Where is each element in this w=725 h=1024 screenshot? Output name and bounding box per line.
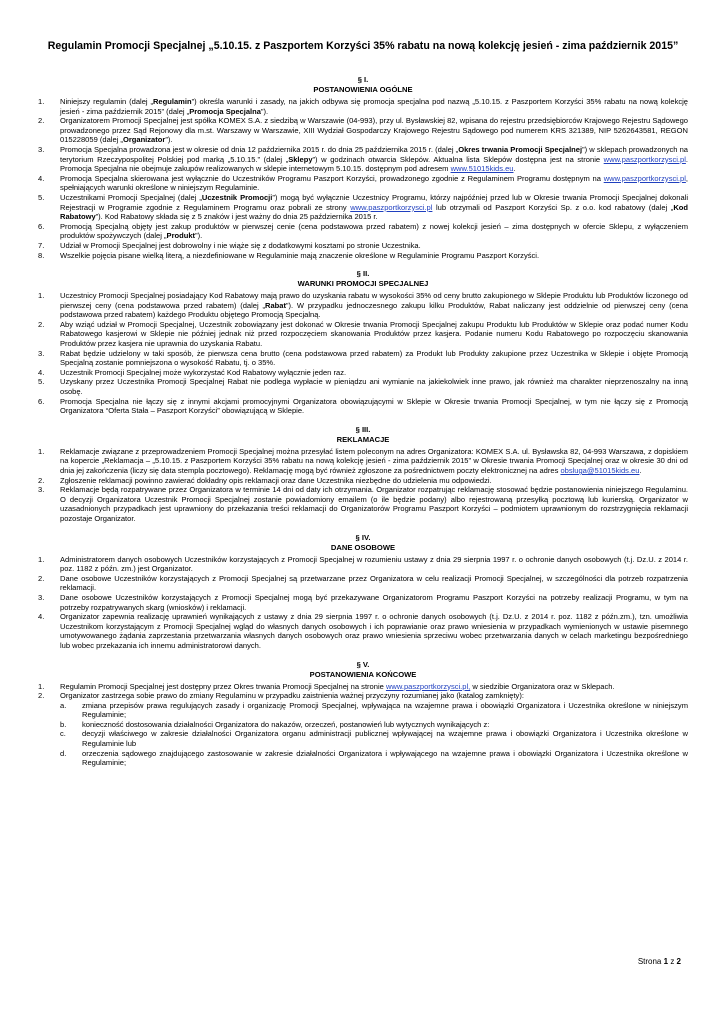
list-item: 1. Regulamin Promocji Specjalnej jest dostępny przez Okres trwania Promocji Specjalnej na stronie www.paszportkorzysci.pl, w siedzibie Organizatora oraz w Sklepach. — [38, 681, 615, 691]
section-3 — [38, 425, 688, 524]
list-item: 2. Organizator zastrzega sobie prawo do zmiany Regulaminu w przypadku zaistnienia ważnej przyczyny rozumianej jako (katalog zamknięty): a. zmiana przepisów prawa regulujących zasady i organizację Promocji Specjalnej, wpływająca na wzajemne prawa i obowiązki Organizatora i Uczestnika określone w niniejszym Regulaminie; b. konieczność dostosowania działalności Organizatora do nakazów, orzeczeń, postanowień lub wytycznych wynikających z: c. decyzji właściwego w zakresie działalności Organizatora organu administracji publicznej wpływającej na wzajemne prawa i obowiązki Organizatora i Uczestnika określone w Regulaminie lub d. orzeczenia sądowego znajdującego zastosowanie w zakresie działalności Organizatora i wpływającego na wzajemne prawa i obowiązki Organizatora i Uczestnika określone w Regulaminie; — [38, 691, 688, 768]
section-2 — [38, 269, 688, 416]
email-link[interactable]: obsluga@51015kids.eu — [560, 466, 640, 475]
paszport-link[interactable]: www.paszportkorzysci.pl — [603, 173, 686, 183]
list-item: 5. Uzyskany przez Uczestnika Promocji Specjalnej Rabat nie podlega wypłacie w pieniądzu ani wymianie na jakiekolwiek inne prawo, jak również ma charakter nieprzenoszalny na inną osobę. — [38, 377, 688, 397]
paszport-link[interactable]: www.paszportkorzysci.pl, — [385, 681, 471, 691]
section-number: § IV. — [355, 532, 371, 542]
sub-list-item: a. zmiana przepisów prawa regulujących zasady i organizację Promocji Specjalnej, wpływająca na wzajemne prawa i obowiązki Organizatora i Uczestnika określone w niniejszym Regulaminie; — [60, 700, 688, 720]
section-number: § II. — [356, 269, 370, 279]
sub-list-item: d. orzeczenia sądowego znajdującego zastosowanie w zakresie działalności Organizatora i wpływającego na wzajemne prawa i obowiązki Organizatora i Uczestnika określone w Regulaminie; — [60, 748, 688, 768]
list-item: 2. Dane osobowe Uczestników korzystających z Promocji Specjalnej są przetwarzane przez Organizatora w celu realizacji Promocji Specjalnej, w szczególności dla potrzeb rozpatrzenia reklamacji. — [38, 573, 688, 593]
section-heading: WARUNKI PROMOCJI SPECJALNEJ — [297, 279, 429, 289]
list-item: 3. Dane osobowe Uczestników korzystających z Promocji Specjalnej mogą być przekazywane Organizatorom Programu Paszport Korzyści na potrzeby realizacji Programu, w tym na potrzeby rozpatrywanych skarg (wniosków) i reklamacji. — [38, 592, 688, 612]
section-4 — [38, 533, 688, 651]
list-item: 1. Reklamacje związane z przeprowadzeniem Promocji Specjalnej można przesyłać listem poleconym na adres Organizatora: KOMEX S.A. ul. Bysławska 82, 04-993 Warszawa, z dopiskiem na kopercie „Reklamacja – „5.10.15. z Paszportem Korzyści 35% rabatu na nową kolekcję jesień - zima październik 2015” w Okresie trwania Promocji Specjalnej oraz w okresie 30 dni od dnia jej zakończenia (liczy się data stempla pocztowego). Reklamację mogą być również zgłoszone za pośrednictwem poczty elektronicznej na adres obsluga@51015kids.eu. — [38, 446, 688, 475]
list-item: 1. Niniejszy regulamin (dalej „Regulamin”) określa warunki i zasady, na jakich odbywa się promocja specjalna pod nazwą „5.10.15. z Paszportem Korzyści 35% rabatu na nową kolekcję jesień - zima październik 2015” (dalej „Promocja Specjalna”). — [38, 97, 688, 116]
kids-shop-link[interactable]: www.51015kids.eu — [450, 164, 514, 174]
section-5 — [38, 660, 688, 768]
section-heading: DANE OSOBOWE — [330, 542, 396, 552]
section-number: § III. — [355, 424, 371, 434]
section-1 — [38, 75, 688, 260]
list-item: 4. Uczestnik Promocji Specjalnej może wykorzystać Kod Rabatowy wyłącznie jeden raz. — [38, 367, 347, 377]
section-heading: REKLAMACJE — [336, 434, 390, 444]
list-item: 4. Organizator zapewnia realizację uprawnień wynikających z ustawy z dnia 29 sierpnia 1997 r. o ochronie danych osobowych (t.j. Dz.U. z 2014 r. poz. 1182 z późn.zm.), tzn. umożliwia Uczestnikom korzystającym z Promocji Specjalnej wgląd do własnych danych osobowych i ich poprawianie oraz prawo wniesienia w przypadkach wymienionych w ustawie pisemnego umotywowanego żądania zaprzestania przetwarzania własnych danych osobowych oraz prawo wniesienia sprzeciwu wobec przetwarzania danych w celach marketingu bezpośredniego lub wobec przekazania ich innemu administratorowi danych. — [38, 612, 688, 650]
list-item: 8. Wszelkie pojęcia pisane wielką literą, a niezdefiniowane w Regulaminie mają znaczenie określone w Regulaminie Programu Paszport Korzyści. — [38, 250, 540, 260]
section-heading: POSTANOWIENIA KOŃCOWE — [309, 669, 417, 679]
paszport-link[interactable]: www.paszportkorzysci.pl — [350, 202, 433, 212]
list-item: 6. Promocją Specjalną objęty jest zakup produktów w pierwszej cenie (cena podstawowa przed rabatem) z nowej kolekcji jesień – zima dostępnych w ofercie Sklepu, z wyłączeniem produktów spożywczych (dalej „Produkt”). — [38, 221, 688, 241]
list-item: 6. Promocja Specjalna nie łączy się z innymi akcjami promocyjnymi Organizatora obowiązującymi w Sklepie w Okresie trwania Promocji Specjalnej, w tym nie łączy się z Promocją Organizatora “Oferta Stała – Paszport Korzyści” obowiązującą w Sklepie. — [38, 396, 688, 416]
list-item: 7. Udział w Promocji Specjalnej jest dobrowolny i nie wiąże się z dodatkowymi kosztami po stronie Uczestnika. — [38, 240, 421, 250]
sub-list-item: c. decyzji właściwego w zakresie działalności Organizatora organu administracji publicznej wpływającej na wzajemne prawa i obowiązki Organizatora i Uczestnika określone w Regulaminie lub — [60, 729, 688, 749]
list-item: 3. Reklamacje będą rozpatrywane przez Organizatora w terminie 14 dni od daty ich otrzymania. Organizator rozpatrując reklamację stosować będzie postanowienia niniejszego Regulaminu. O decyzji Organizatora Uczestnik Promocji Specjalnej zostanie powiadomiony emailem (o ile będzie podany) albo rejestrowaną przesyłką pocztową lub kurierską. Organizator w uzasadnionych przypadkach jest uprawniony do przekazania treści reklamacji do Organizatorów Programu Paszport Korzyści – podmiotem uprawnionym do rozstrzygnięcia reklamacji pozostaje Organizator. — [38, 485, 688, 523]
paszport-link[interactable]: www.paszportkorzysci.pl — [603, 154, 686, 164]
sub-list-item: b. konieczność dostosowania działalności Organizatora do nakazów, orzeczeń, postanowień lub wytycznych wynikających z: — [60, 719, 490, 729]
list-item: 2. Aby wziąć udział w Promocji Specjalnej, Uczestnik zobowiązany jest dokonać w Okresie trwania Promocji Specjalnej zakupu Produktu lub Produktów w Sklepie oraz podać numer Kodu Rabatowego kasjerowi w Sklepie nie później jednak niż przed rozpoczęciem skanowania Produktów przez kasjera. Podanie numeru Kodu Rabatowego po rozpoczęciu skanowania Produktów przez kasjera nie uprawnia do uzyskania Rabatu. — [38, 319, 688, 349]
list-item: 4. Promocja Specjalna skierowana jest wyłącznie do Uczestników Programu Paszport Korzyści, prowadzonego zgodnie z Regulaminem Programu dostępnym na www.paszportkorzysci.pl, spełniających warunki określone w niniejszym Regulaminie. — [38, 173, 688, 193]
list-item: 2. Zgłoszenie reklamacji powinno zawierać dokładny opis reklamacji oraz dane Uczestnika niezbędne do udzielenia mu odpowiedzi. — [38, 475, 492, 485]
list-item: 1. Administratorem danych osobowych Uczestników korzystających z Promocji Specjalnej w rozumieniu ustawy z dnia 29 sierpnia 1997 r. o ochronie danych osobowych (t.j. Dz.U. z 2014 r. poz. 1182 z późn. zm.) jest Organizator. — [38, 554, 688, 574]
list-item: 2. Organizatorem Promocji Specjalnej jest spółka KOMEX S.A. z siedzibą w Warszawie (04-993), przy ul. Bysławskiej 82, wpisana do rejestru przedsiębiorców Krajowego Rejestru Sądowego prowadzonego przez Sąd Rejonowy dla m.st. Warszawy w Warszawie, XIII Wydział Gospodarczy Krajowego Rejestru Sądowego pod numerem KRS 321389, NIP 5262643581, REGON 015228059 (dalej „Organizator”). — [38, 116, 688, 145]
list-item: 3. Promocja Specjalna prowadzona jest w okresie od dnia 12 października 2015 r. do dnia 25 października 2015 r. (dalej „Okres trwania Promocji Specjalnej”) w sklepach prowadzonych na terytorium Rzeczypospolitej Polskiej pod marką „5.10.15.” (dalej „Sklepy”) w godzinach otwarcia Sklepów. Aktualna lista Sklepów dostępna jest na stronie www.paszportkorzysci.pl. Promocja Specjalna nie obejmuje zakupów realizowanych w sklepie internetowym 5.10.15. dostępnym pod adresem www.51015kids.eu. — [38, 144, 688, 174]
list-item: 5. Uczestnikami Promocji Specjalnej (dalej „Uczestnik Promocji”) mogą być wyłącznie Uczestnicy Programu, którzy najpóźniej przed lub w Okresie trwania Promocji Specjalnej dokonali Rejestracji w Programie zgodnie z Regulaminem Programu oraz pobrali ze strony www.paszportkorzysci.pl lub otrzymali od Paszport Korzyści Sp. z o.o. kod rabatowy (dalej „Kod Rabatowy”). Kod Rabatowy składa się z 5 znaków i jest ważny do dnia 25 października 2015 r. — [38, 192, 689, 222]
page-number: Strona 1 z 2 — [637, 957, 681, 966]
document-title: Regulamin Promocji Specjalnej „5.10.15. z Paszportem Korzyści 35% rabatu na nową kolekcję jesień - zima październik 2015” — [47, 40, 679, 52]
section-heading: POSTANOWIENIA OGÓLNE — [313, 85, 413, 94]
section-number: § I. — [357, 75, 369, 84]
section-number: § V. — [356, 659, 370, 669]
document-page — [38, 40, 688, 777]
list-item: 1. Uczestnicy Promocji Specjalnej posiadający Kod Rabatowy mają prawo do uzyskania rabatu w wysokości 35% od ceny brutto zakupionego w Sklepie Produktu lub Produktów liczonego od pierwszej ceny (cena podstawowa przed rabatem) (dalej „Rabat”). W przypadku jednoczesnego zakupu kilku Produktów, Rabat naliczany jest oddzielnie od pierwszej ceny (cena podstawowa przed rabatem) każdego Produktu objętego Promocją Specjalną. — [38, 291, 688, 320]
list-item: 3. Rabat będzie udzielony w taki sposób, że pierwsza cena brutto (cena podstawowa przed rabatem) za Produkt lub Produkty zakupione przez Uczestnika w Sklepie i objęte Promocją Specjalną zostanie pomniejszona o wysokość Rabatu, tj. o 35%. — [38, 348, 688, 368]
